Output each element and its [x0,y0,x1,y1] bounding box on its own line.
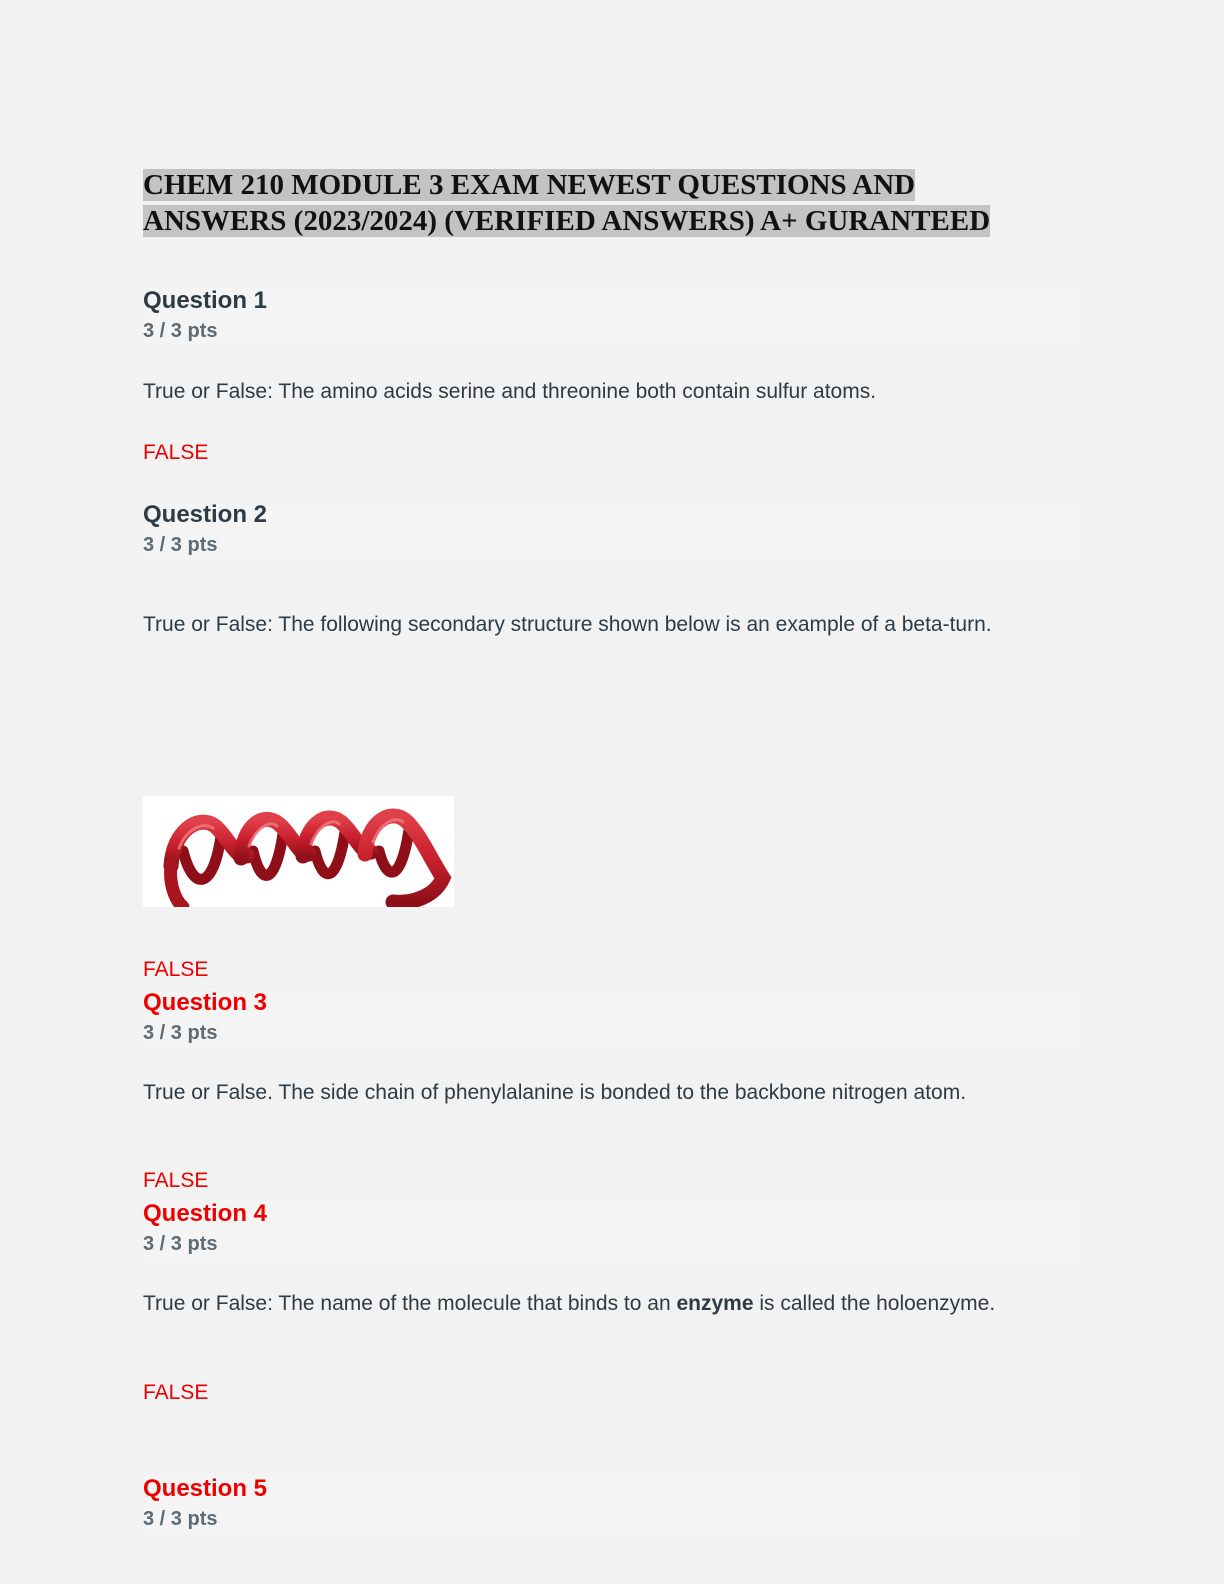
question-5-title: Question 5 [143,1475,268,1502]
document-title-line-2: ANSWERS (2023/2024) (VERIFIED ANSWERS) A+ GURANTEED [143,205,991,237]
question-3-text: True or False. The side chain of phenylalanine is bonded to the backbone nitrogen atom. [143,1081,967,1104]
question-4-points: 3 / 3 pts [143,1233,218,1255]
question-4-text-bold: enzyme [676,1292,754,1315]
question-2-points: 3 / 3 pts [143,534,218,556]
question-3-title: Question 3 [143,989,268,1016]
question-1-text: True or False: The amino acids serine and threonine both contain sulfur atoms. [143,380,877,403]
question-1-answer: FALSE [143,441,209,464]
question-4-title: Question 4 [143,1200,268,1227]
question-5-header [143,1474,1081,1536]
question-2-title: Question 2 [143,501,268,528]
question-4-text-end: is called the holoenzyme. [753,1292,996,1315]
question-4-text-start: True or False: The name of the molecule that binds to an [143,1292,677,1315]
question-3-points: 3 / 3 pts [143,1022,218,1044]
question-3-header [143,988,1081,1050]
question-1-title: Question 1 [143,287,268,314]
alpha-helix-ribbon-image [143,796,454,907]
question-4-answer: FALSE [143,1381,209,1404]
question-4-text [143,1290,1068,1317]
question-2-text: True or False: The following secondary structure shown below is an example of a beta-turn. [143,613,992,636]
alpha-helix-ribbon-icon [143,796,454,907]
question-1-header [143,286,1081,348]
document-title-line-1: CHEM 210 MODULE 3 EXAM NEWEST QUESTIONS AND [143,169,916,201]
question-2-answer: FALSE [143,958,209,981]
question-5-points: 3 / 3 pts [143,1508,218,1530]
question-2-header [143,500,1081,562]
question-1-points: 3 / 3 pts [143,320,218,342]
question-3-answer: FALSE [143,1169,209,1192]
question-4-header [143,1199,1081,1261]
document-title [143,167,1083,239]
